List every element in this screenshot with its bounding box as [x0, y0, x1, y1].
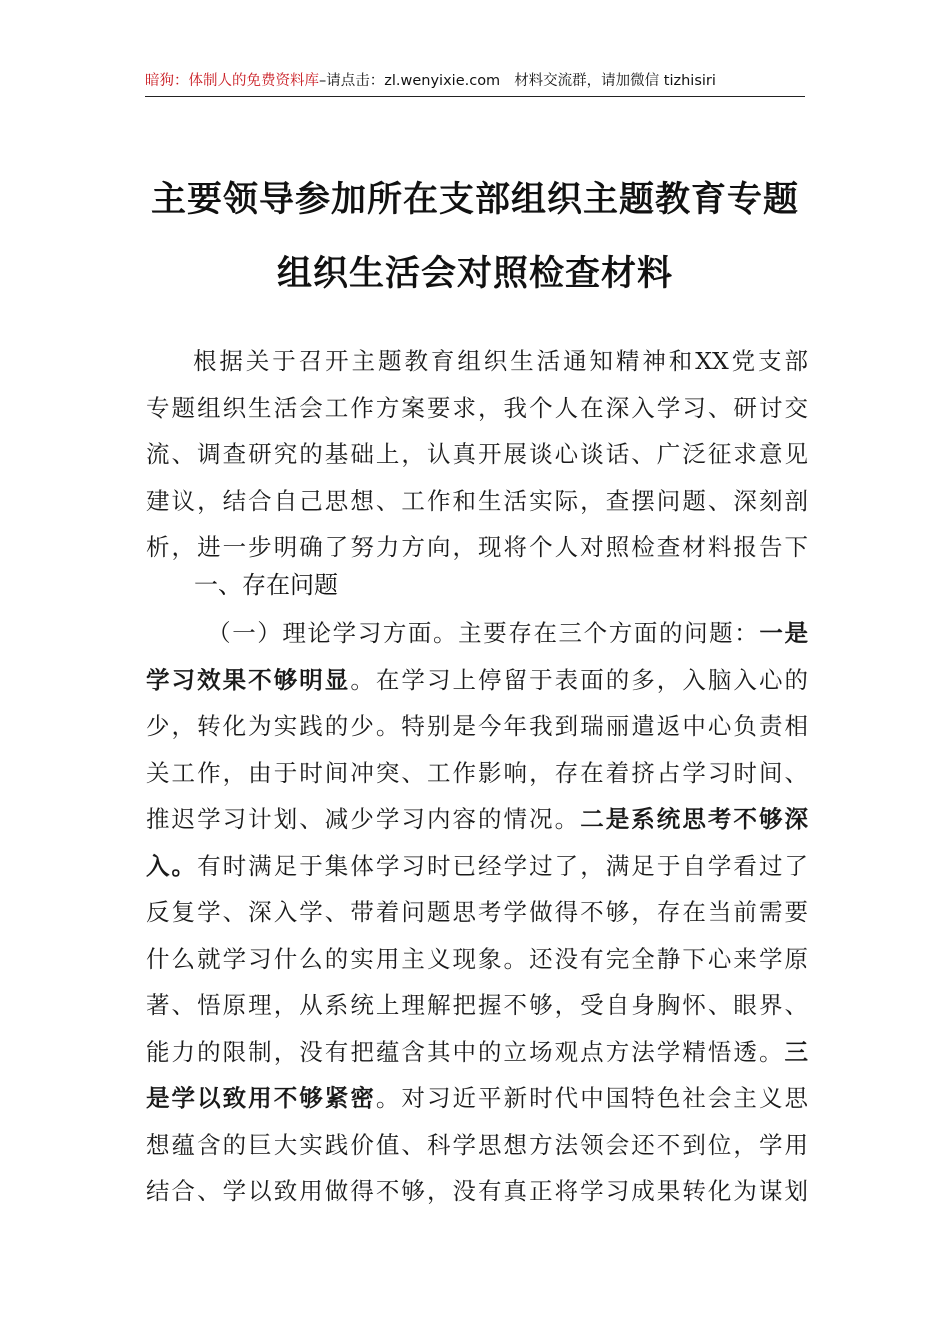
- body-text: 能力的限制，没有把蕴含其中的立场观点方法学精悟透。: [146, 1037, 785, 1066]
- emphasis-text: 三: [784, 1037, 808, 1066]
- body-line: [146, 796, 808, 843]
- header-brand: 暗狗：体制人的免费资料库: [145, 73, 319, 89]
- body-line: 著、悟原理，从系统上理解把握不够，受自身胸怀、眼界、: [146, 991, 808, 1019]
- body-text: （一）理论学习方面。主要存在三个方面的问题：: [207, 619, 760, 647]
- body-line: 什么就学习什么的实用主义现象。还没有完全静下心来学原: [146, 944, 808, 973]
- intro-line: 根据关于召开主题教育组织生活通知精神和XX党支部: [193, 347, 808, 375]
- header-link[interactable]: –请点击：zl.wenyixie.com: [319, 73, 501, 89]
- body-text: 。在学习上停留于表面的多，入脑入心的: [350, 665, 809, 694]
- intro-line: 流、调查研究的基础上，认真开展谈心谈话、广泛征求意见: [146, 440, 808, 468]
- document-title-line-1: 主要领导参加所在支部组织主题教育专题: [150, 179, 799, 220]
- emphasis-text: 入。: [146, 851, 198, 880]
- intro-line: 析，进一步明确了努力方向，现将个人对照检查材料报告下: [146, 533, 808, 561]
- body-line: [146, 1075, 808, 1122]
- intro-paragraph: [146, 338, 808, 571]
- page-header: [145, 70, 805, 97]
- intro-line: 建议，结合自己思想、工作和生活实际，查摆问题、深刻剖: [146, 486, 808, 515]
- body-line: [146, 1029, 808, 1076]
- section-heading: 一、存在问题: [194, 571, 338, 599]
- body-line: 结合、学以致用做得不够，没有真正将学习成果转化为谋划: [146, 1177, 808, 1205]
- header-group-note: 材料交流群，请加微信 tizhisiri: [514, 73, 716, 89]
- body-line: 反复学、深入学、带着问题思考学做得不够，存在当前需要: [146, 898, 808, 926]
- body-line: 想蕴含的巨大实践价值、科学思想方法领会还不到位，学用: [146, 1130, 808, 1159]
- section-paragraph: [146, 610, 808, 1215]
- body-text: 推迟学习计划、减少学习内容的情况。: [146, 805, 581, 833]
- body-text: 。对习近平新时代中国特色社会主义思: [375, 1084, 809, 1112]
- body-line: [146, 610, 808, 657]
- emphasis-text: 一是: [759, 619, 809, 647]
- emphasis-text: 是学以致用不够紧密: [146, 1084, 376, 1112]
- body-line: [146, 657, 808, 704]
- document-title-line-2: 组织生活会对照检查材料: [276, 253, 673, 294]
- body-text: 有时满足于集体学习时已经学过了，满足于自学看过了: [197, 851, 809, 880]
- intro-line: 专题组织生活会工作方案要求，我个人在深入学习、研讨交: [146, 393, 808, 422]
- emphasis-text: 学习效果不够明显: [146, 665, 351, 694]
- body-line: 少，转化为实践的少。特别是今年我到瑞丽遣返中心负责相: [146, 712, 808, 740]
- body-line: 关工作，由于时间冲突、工作影响，存在着挤占学习时间、: [146, 758, 808, 787]
- body-line: [146, 843, 808, 890]
- emphasis-text: 二是系统思考不够深: [580, 805, 809, 833]
